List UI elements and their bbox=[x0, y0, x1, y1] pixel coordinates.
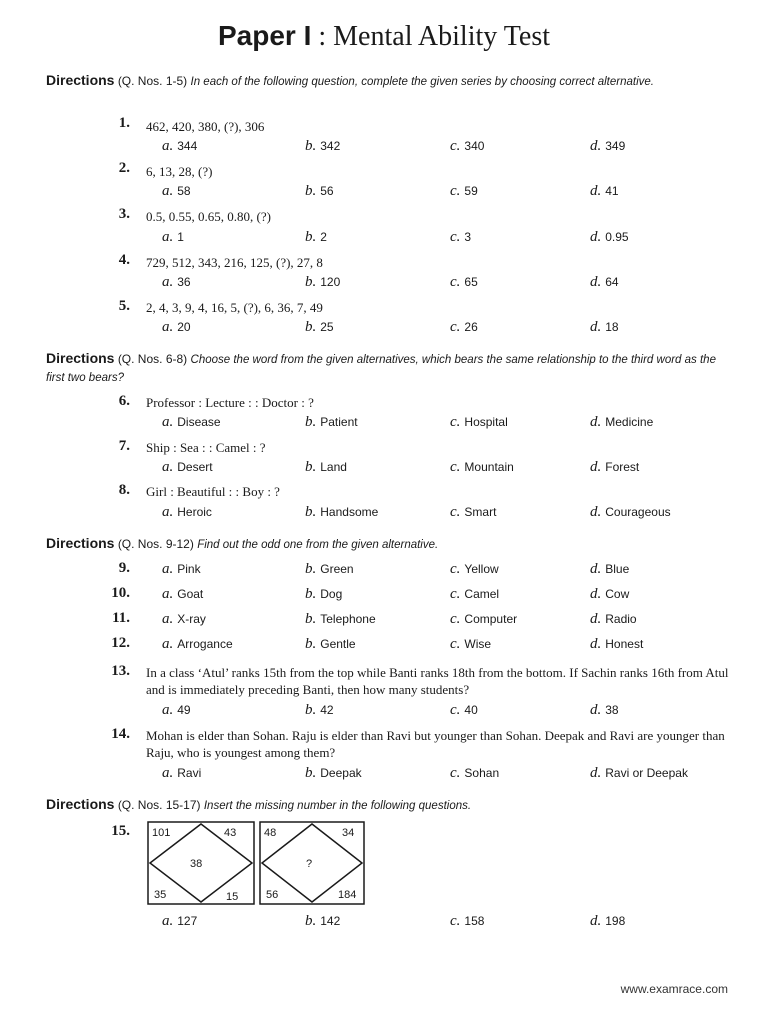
directions-range: (Q. Nos. 6-8) bbox=[117, 352, 188, 366]
option-text: Medicine bbox=[605, 415, 654, 429]
answer-option[interactable] bbox=[590, 913, 625, 930]
answer-option[interactable] bbox=[590, 586, 629, 603]
option-text: 1 bbox=[177, 230, 184, 244]
question-number: 2. bbox=[118, 160, 130, 176]
answer-option[interactable] bbox=[450, 913, 484, 930]
answer-option[interactable] bbox=[162, 274, 191, 291]
answer-option[interactable] bbox=[590, 765, 688, 782]
option-text: 42 bbox=[320, 703, 334, 717]
answer-option[interactable] bbox=[162, 611, 206, 628]
option-text: 20 bbox=[177, 320, 191, 334]
option-letter: a. bbox=[162, 586, 174, 602]
directions-text: Insert the missing number in the following questions. bbox=[203, 800, 472, 812]
directions-block bbox=[46, 72, 736, 91]
option-letter: c. bbox=[450, 183, 461, 199]
option-letter: b. bbox=[305, 504, 317, 520]
option-letter: b. bbox=[305, 586, 317, 602]
answer-option[interactable] bbox=[162, 913, 197, 930]
option-text: 65 bbox=[464, 275, 478, 289]
option-text: Desert bbox=[177, 460, 213, 474]
answer-option[interactable] bbox=[162, 504, 212, 521]
answer-option[interactable] bbox=[450, 138, 484, 155]
option-letter: a. bbox=[162, 611, 174, 627]
option-text: Disease bbox=[177, 415, 221, 429]
option-text: 26 bbox=[464, 320, 478, 334]
option-letter: d. bbox=[590, 229, 602, 245]
option-text: 64 bbox=[605, 275, 619, 289]
directions-block bbox=[46, 350, 736, 387]
option-text: Arrogance bbox=[177, 637, 233, 651]
answer-option[interactable] bbox=[305, 913, 340, 930]
question-text: Professor : Lecture : : Doctor : ? bbox=[146, 395, 314, 410]
option-letter: d. bbox=[590, 586, 602, 602]
option-letter: a. bbox=[162, 414, 174, 430]
answer-option[interactable] bbox=[590, 274, 619, 291]
option-letter: a. bbox=[162, 274, 174, 290]
answer-option[interactable] bbox=[450, 459, 514, 476]
answer-option[interactable] bbox=[450, 765, 499, 782]
option-letter: a. bbox=[162, 702, 174, 718]
option-letter: b. bbox=[305, 414, 317, 430]
fig-left-center: 38 bbox=[190, 858, 203, 870]
option-text: Green bbox=[320, 562, 354, 576]
question-number: 13. bbox=[111, 663, 130, 679]
answer-option[interactable] bbox=[162, 183, 191, 200]
answer-option[interactable] bbox=[450, 229, 471, 246]
answer-option[interactable] bbox=[305, 561, 354, 578]
option-letter: c. bbox=[450, 138, 461, 154]
option-letter: d. bbox=[590, 274, 602, 290]
option-text: Sohan bbox=[464, 766, 500, 780]
question-number: 3. bbox=[118, 206, 130, 222]
option-letter: a. bbox=[162, 459, 174, 475]
answer-option[interactable] bbox=[450, 319, 478, 336]
option-letter: d. bbox=[590, 913, 602, 929]
option-text: 158 bbox=[464, 914, 485, 928]
question-text: In a class ‘Atul’ ranks 15th from the top while Banti ranks 18th from the bottom. If Sachin ranks 16th from Atul and is immediately preceding Banti, then how many students? bbox=[146, 665, 729, 697]
option-letter: c. bbox=[450, 459, 461, 475]
fig-left-tr: 43 bbox=[224, 827, 237, 839]
question-number: 15. bbox=[111, 823, 130, 839]
option-text: 25 bbox=[320, 320, 334, 334]
option-text: 56 bbox=[320, 184, 334, 198]
answer-option[interactable] bbox=[305, 138, 340, 155]
option-text: 349 bbox=[605, 139, 626, 153]
option-letter: a. bbox=[162, 913, 174, 929]
answer-option[interactable] bbox=[305, 504, 378, 521]
answer-option[interactable] bbox=[162, 229, 184, 246]
question-number: 4. bbox=[118, 252, 130, 268]
question-text: 6, 13, 28, (?) bbox=[146, 164, 213, 179]
option-letter: d. bbox=[590, 611, 602, 627]
answer-option[interactable] bbox=[590, 183, 619, 200]
option-letter: c. bbox=[450, 274, 461, 290]
option-text: Cow bbox=[605, 587, 630, 601]
fig-left-bl: 35 bbox=[154, 889, 167, 901]
option-text: Mountain bbox=[464, 460, 514, 474]
option-text: 142 bbox=[320, 914, 341, 928]
directions-label: Directions bbox=[46, 796, 115, 812]
answer-option[interactable] bbox=[450, 414, 508, 431]
option-text: Telephone bbox=[320, 612, 376, 626]
option-text: Hospital bbox=[464, 415, 508, 429]
missing-number-figure bbox=[146, 820, 386, 906]
option-text: 59 bbox=[464, 184, 478, 198]
answer-option[interactable] bbox=[450, 636, 491, 653]
answer-option[interactable] bbox=[590, 561, 629, 578]
question-text: Mohan is elder than Sohan. Raju is elder than Ravi but younger than Sohan. Deepak and Ravi are younger than Raju, who is youngest among them? bbox=[146, 728, 725, 760]
answer-option[interactable] bbox=[590, 414, 653, 431]
question-text: Ship : Sea : : Camel : ? bbox=[146, 440, 266, 455]
answer-option[interactable] bbox=[450, 586, 499, 603]
option-text: Heroic bbox=[177, 505, 212, 519]
option-letter: b. bbox=[305, 561, 317, 577]
option-text: 342 bbox=[320, 139, 341, 153]
option-letter: b. bbox=[305, 765, 317, 781]
directions-label: Directions bbox=[46, 72, 115, 88]
answer-option[interactable] bbox=[590, 702, 619, 719]
option-letter: c. bbox=[450, 913, 461, 929]
option-letter: c. bbox=[450, 561, 461, 577]
option-letter: a. bbox=[162, 636, 174, 652]
option-letter: d. bbox=[590, 414, 602, 430]
option-text: Ravi bbox=[177, 766, 202, 780]
answer-option[interactable] bbox=[305, 611, 376, 628]
option-letter: b. bbox=[305, 611, 317, 627]
answer-option[interactable] bbox=[590, 504, 671, 521]
option-text: 38 bbox=[605, 703, 619, 717]
option-text: Patient bbox=[320, 415, 358, 429]
option-letter: a. bbox=[162, 561, 174, 577]
question-number: 7. bbox=[118, 438, 130, 454]
answer-option[interactable] bbox=[162, 586, 203, 603]
answer-option[interactable] bbox=[162, 636, 233, 653]
option-text: Forest bbox=[605, 460, 640, 474]
fig-left-tl: 101 bbox=[152, 827, 171, 839]
footer-website: www.examrace.com bbox=[620, 982, 728, 996]
answer-option[interactable] bbox=[162, 459, 213, 476]
answer-option[interactable] bbox=[305, 765, 362, 782]
option-text: 0.95 bbox=[605, 230, 629, 244]
page-title bbox=[0, 18, 768, 55]
option-letter: c. bbox=[450, 414, 461, 430]
option-letter: b. bbox=[305, 183, 317, 199]
question-number: 10. bbox=[111, 585, 130, 601]
option-text: 49 bbox=[177, 703, 191, 717]
answer-option[interactable] bbox=[590, 319, 619, 336]
answer-option[interactable] bbox=[590, 229, 629, 246]
option-text: X-ray bbox=[177, 612, 206, 626]
answer-option[interactable] bbox=[162, 138, 197, 155]
option-letter: b. bbox=[305, 274, 317, 290]
answer-option[interactable] bbox=[162, 414, 221, 431]
question-number: 12. bbox=[111, 635, 130, 651]
option-letter: c. bbox=[450, 636, 461, 652]
option-text: 41 bbox=[605, 184, 619, 198]
directions-block bbox=[46, 796, 736, 815]
answer-option[interactable] bbox=[305, 274, 340, 291]
option-letter: b. bbox=[305, 229, 317, 245]
option-letter: a. bbox=[162, 765, 174, 781]
option-letter: a. bbox=[162, 183, 174, 199]
paper-label: Paper I bbox=[217, 20, 312, 51]
option-text: Land bbox=[320, 460, 347, 474]
fig-left-br: 15 bbox=[226, 891, 239, 903]
fig-right-bl: 56 bbox=[266, 889, 279, 901]
fig-right-center: ? bbox=[306, 858, 313, 870]
option-text: 3 bbox=[464, 230, 472, 244]
option-text: 198 bbox=[605, 914, 626, 928]
directions-label: Directions bbox=[46, 350, 115, 366]
option-text: Radio bbox=[605, 612, 637, 626]
option-text: Wise bbox=[464, 637, 492, 651]
question-text: Girl : Beautiful : : Boy : ? bbox=[146, 484, 280, 499]
option-letter: d. bbox=[590, 459, 602, 475]
option-text: Camel bbox=[464, 587, 500, 601]
answer-option[interactable] bbox=[450, 611, 517, 628]
option-text: 40 bbox=[464, 703, 478, 717]
option-letter: b. bbox=[305, 636, 317, 652]
option-letter: d. bbox=[590, 319, 602, 335]
answer-option[interactable] bbox=[305, 459, 347, 476]
question-number: 8. bbox=[118, 482, 130, 498]
option-text: Gentle bbox=[320, 637, 356, 651]
option-letter: c. bbox=[450, 229, 461, 245]
answer-option[interactable] bbox=[590, 611, 637, 628]
answer-option[interactable] bbox=[450, 702, 478, 719]
answer-option[interactable] bbox=[305, 414, 358, 431]
option-text: Dog bbox=[320, 587, 343, 601]
paper-subject: Mental Ability Test bbox=[333, 21, 551, 52]
option-letter: d. bbox=[590, 702, 602, 718]
directions-label: Directions bbox=[46, 535, 115, 551]
directions-block bbox=[46, 535, 736, 554]
option-text: Deepak bbox=[320, 766, 362, 780]
answer-option[interactable] bbox=[450, 183, 478, 200]
option-text: 36 bbox=[177, 275, 191, 289]
option-text: 2 bbox=[320, 230, 327, 244]
directions-text: In each of the following question, complete the given series by choosing correct alternative. bbox=[190, 76, 654, 88]
answer-option[interactable] bbox=[305, 319, 334, 336]
question-number: 6. bbox=[118, 393, 130, 409]
option-text: 18 bbox=[605, 320, 619, 334]
option-letter: a. bbox=[162, 319, 174, 335]
question-number: 9. bbox=[118, 560, 130, 576]
answer-option[interactable] bbox=[305, 636, 356, 653]
answer-option[interactable] bbox=[450, 274, 478, 291]
option-letter: b. bbox=[305, 319, 317, 335]
option-letter: d. bbox=[590, 138, 602, 154]
option-letter: a. bbox=[162, 229, 174, 245]
option-letter: b. bbox=[305, 913, 317, 929]
option-letter: d. bbox=[590, 561, 602, 577]
option-text: Ravi or Deepak bbox=[605, 766, 688, 780]
directions-range: (Q. Nos. 1-5) bbox=[117, 74, 188, 88]
option-letter: d. bbox=[590, 636, 602, 652]
option-text: Honest bbox=[605, 637, 644, 651]
answer-option[interactable] bbox=[305, 183, 334, 200]
answer-option[interactable] bbox=[305, 229, 327, 246]
directions-text: Find out the odd one from the given alternative. bbox=[197, 539, 439, 551]
question-text: 2, 4, 3, 9, 4, 16, 5, (?), 6, 36, 7, 49 bbox=[146, 300, 323, 315]
option-text: Smart bbox=[464, 505, 497, 519]
figure-left-box bbox=[148, 822, 254, 904]
option-text: 127 bbox=[177, 914, 198, 928]
option-letter: a. bbox=[162, 504, 174, 520]
answer-option[interactable] bbox=[590, 636, 643, 653]
question-number: 11. bbox=[112, 610, 130, 626]
option-text: Handsome bbox=[320, 505, 379, 519]
option-text: Computer bbox=[464, 612, 518, 626]
option-letter: c. bbox=[450, 611, 461, 627]
fig-right-tr: 34 bbox=[342, 827, 355, 839]
question-number: 14. bbox=[111, 726, 130, 742]
option-letter: b. bbox=[305, 702, 317, 718]
option-text: Yellow bbox=[464, 562, 499, 576]
option-letter: d. bbox=[590, 183, 602, 199]
question-text: 729, 512, 343, 216, 125, (?), 27, 8 bbox=[146, 255, 323, 270]
directions-range: (Q. Nos. 15-17) bbox=[117, 798, 201, 812]
question-number: 1. bbox=[118, 115, 130, 131]
option-letter: d. bbox=[590, 765, 602, 781]
option-letter: c. bbox=[450, 702, 461, 718]
answer-option[interactable] bbox=[450, 504, 496, 521]
option-letter: c. bbox=[450, 504, 461, 520]
answer-option[interactable] bbox=[162, 765, 201, 782]
answer-option[interactable] bbox=[162, 702, 191, 719]
directions-range: (Q. Nos. 9-12) bbox=[117, 537, 194, 551]
option-letter: a. bbox=[162, 138, 174, 154]
fig-right-br: 184 bbox=[338, 889, 357, 901]
question-text: 462, 420, 380, (?), 306 bbox=[146, 119, 265, 134]
question-text: 0.5, 0.55, 0.65, 0.80, (?) bbox=[146, 209, 271, 224]
question-number: 5. bbox=[118, 298, 130, 314]
answer-option[interactable] bbox=[162, 561, 201, 578]
answer-option[interactable] bbox=[305, 702, 334, 719]
option-letter: d. bbox=[590, 504, 602, 520]
fig-right-tl: 48 bbox=[264, 827, 277, 839]
answer-option[interactable] bbox=[162, 319, 191, 336]
answer-option[interactable] bbox=[450, 561, 499, 578]
option-text: 340 bbox=[464, 139, 485, 153]
option-text: 344 bbox=[177, 139, 198, 153]
option-letter: c. bbox=[450, 586, 461, 602]
option-text: 58 bbox=[177, 184, 191, 198]
option-letter: b. bbox=[305, 138, 317, 154]
answer-option[interactable] bbox=[590, 459, 639, 476]
option-letter: c. bbox=[450, 319, 461, 335]
option-letter: b. bbox=[305, 459, 317, 475]
figure-right-box bbox=[260, 822, 364, 904]
option-text: Pink bbox=[177, 562, 201, 576]
option-letter: c. bbox=[450, 765, 461, 781]
option-text: Courageous bbox=[605, 505, 671, 519]
answer-option[interactable] bbox=[590, 138, 625, 155]
title-separator: : bbox=[311, 21, 334, 52]
option-text: Blue bbox=[605, 562, 630, 576]
answer-option[interactable] bbox=[305, 586, 342, 603]
option-text: 120 bbox=[320, 275, 341, 289]
directions-text: Choose the word from the given alternatives, which bears the same relationship to the third word as the first two bears? bbox=[46, 354, 716, 384]
option-text: Goat bbox=[177, 587, 204, 601]
